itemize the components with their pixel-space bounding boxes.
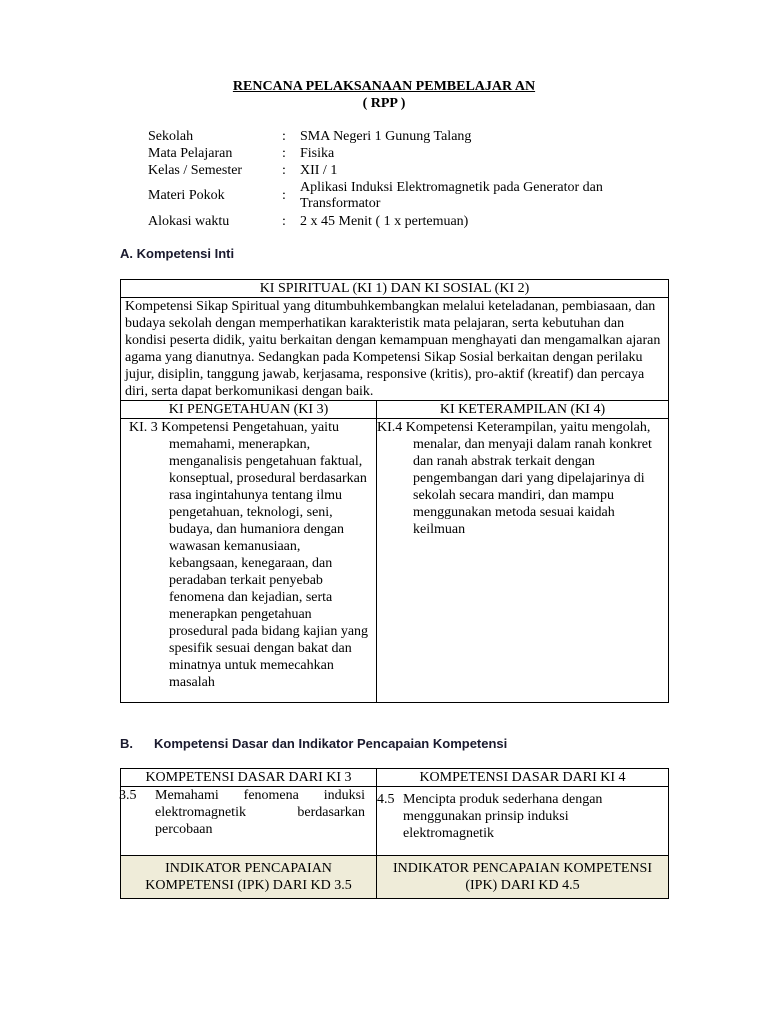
meta-value: 2 x 45 Menit ( 1 x pertemuan) <box>300 213 469 229</box>
meta-colon: : <box>282 213 286 229</box>
section-b-heading <box>120 736 507 751</box>
ki3-text: KI. 3 Kompetensi Pengetahuan, yaitu memahami, menerapkan, menganalisis pengetahuan faktual, konseptual, prosedural berdasarkan rasa ingintahunya tentang ilmu pengetahuan, teknologi, seni, budaya, dan humaniora dengan wawasan kemanusiaan, kebangsaan, kenegaraan, dan peradaban terkait penyebab fenomena dan kejadian, serta menerapkan pengetahuan prosedural pada bidang kajian yang spesifik sesuai dengan bakat dan minatnya untuk memecahkan masalah <box>129 420 369 690</box>
meta-value: SMA Negeri 1 Gunung Talang <box>300 128 472 144</box>
meta-row-materi <box>148 179 650 213</box>
meta-value: Fisika <box>300 145 335 161</box>
ki4-header: KI KETERAMPILAN (KI 4) <box>377 401 669 419</box>
meta-colon: : <box>282 128 286 144</box>
ki4-cell <box>377 419 669 703</box>
kd4-number: 4.5 <box>377 792 395 807</box>
document-subtitle: ( RPP ) <box>362 96 406 111</box>
meta-row-alokasi <box>148 213 650 230</box>
ipk3-header: INDIKATOR PENCAPAIAN KOMPETENSI (IPK) DARI KD 3.5 <box>121 856 377 899</box>
meta-value: Aplikasi Induksi Elektromagnetik pada Generator dan Transformator <box>300 180 603 211</box>
meta-label: Materi Pokok <box>148 188 225 203</box>
document-title: RENCANA PELAKSANAAN PEMBELAJAR AN <box>232 79 536 94</box>
meta-label: Kelas / Semester <box>148 162 243 178</box>
meta-colon: : <box>282 145 286 161</box>
kd4-header: KOMPETENSI DASAR DARI KI 4 <box>377 769 669 787</box>
section-a-heading: A. Kompetensi Inti <box>120 246 235 261</box>
ki3-header: KI PENGETAHUAN (KI 3) <box>121 401 377 419</box>
kd3-number: 3.5 <box>119 788 137 803</box>
kd3-header: KOMPETENSI DASAR DARI KI 3 <box>121 769 377 787</box>
meta-row-sekolah <box>148 128 650 145</box>
ki12-header: KI SPIRITUAL (KI 1) DAN KI SOSIAL (KI 2) <box>121 280 669 298</box>
meta-row-mapel <box>148 145 650 162</box>
meta-colon: : <box>282 188 286 203</box>
meta-label: Mata Pelajaran <box>148 145 233 161</box>
ipk4-header: INDIKATOR PENCAPAIAN KOMPETENSI (IPK) DARI KD 4.5 <box>377 856 669 899</box>
meta-colon: : <box>282 162 286 178</box>
section-b-letter: B. <box>120 736 133 751</box>
kompetensi-dasar-table <box>120 768 669 899</box>
meta-value: XII / 1 <box>300 162 338 178</box>
kd4-cell <box>377 787 669 856</box>
kd3-text: Memahami fenomena induksi elektromagnetik berdasarkan percobaan <box>155 788 365 837</box>
meta-label: Alokasi waktu <box>148 213 230 229</box>
ki3-cell <box>121 419 377 703</box>
meta-row-kelas <box>148 162 650 179</box>
meta-label: Sekolah <box>148 128 194 144</box>
kd3-cell <box>121 787 377 856</box>
identity-block <box>148 128 650 230</box>
section-b-title: Kompetensi Dasar dan Indikator Pencapaian Kompetensi <box>154 736 508 751</box>
ki4-text: KI.4 Kompetensi Keterampilan, yaitu mengolah, menalar, dan menyaji dalam ranah konkret dan ranah abstrak terkait dengan pengembangan dari yang dipelajarinya di sekolah secara mandiri, dan mampu menggunakan metoda sesuai kaidah keilmuan <box>377 420 652 537</box>
kd4-text: Mencipta produk sederhana dengan menggunakan prinsip induksi elektromagnetik <box>403 792 603 841</box>
ki12-text: Kompetensi Sikap Spiritual yang ditumbuhkembangkan melalui keteladanan, pembiasaan, dan budaya sekolah dengan memperhatikan karakteristik mata pelajaran, serta kebutuhan dan kondisi peserta didik, yaitu berkaitan dengan kemampuan menghayati dan mengamalkan ajaran agama yang dianutnya. Sedangkan pada Kompetensi Sikap Sosial berkaitan dengan perilaku jujur, disiplin, tanggung jawab, kerjasama, responsive (kritis), pro-aktif (kreatif) dan percaya diri, serta dapat berkomunikasi dengan baik. <box>121 298 669 401</box>
kompetensi-inti-table <box>120 279 669 703</box>
